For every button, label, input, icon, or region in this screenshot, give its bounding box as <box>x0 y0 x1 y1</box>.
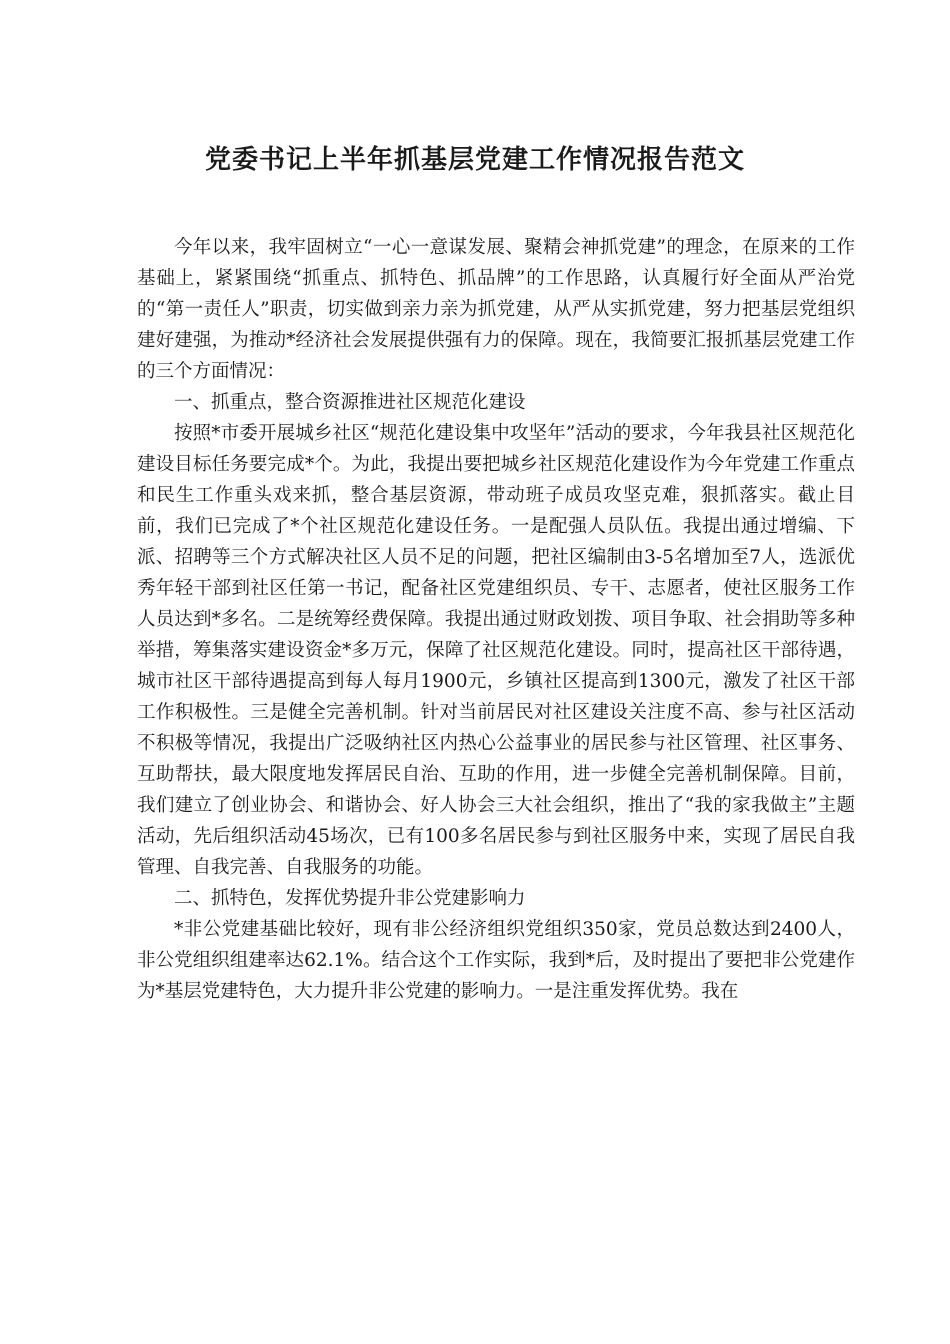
document-title: 党委书记上半年抓基层党建工作情况报告范文 <box>204 145 745 175</box>
body-paragraph-1: 按照*市委开展城乡社区“规范化建设集中攻坚年”活动的要求，今年我县社区规范化建设目标任务要完成*个。为此，我提出要把城乡社区规范化建设作为今年党建工作重点和民生工作重头戏来抓，整合基层资源，带动班子成员攻坚克难，狠抓落实。截止目前，我们已完成了*个社区规范化建设任务。一是配强人员队伍。我提出通过增编、下派、招聘等三个方式解决社区人员不足的问题，把社区编制由3-5名增加至7人，选派优秀年轻干部到社区任第一书记，配备社区党建组织员、专干、志愿者，使社区服务工作人员达到*多名。二是统筹经费保障。我提出通过财政划拨、项目争取、社会捐助等多种举措，筹集落实建设资金*多万元，保障了社区规范化建设。同时，提高社区干部待遇，城市社区干部待遇提高到每人每月1900元，乡镇社区提高到1300元，激发了社区干部工作积极性。三是健全完善机制。针对当前居民对社区建设关注度不高、参与社区活动不积极等情况，我提出广泛吸纳社区内热心公益事业的居民参与社区管理、社区事务、互助帮扶，最大限度地发挥居民自治、互助的作用，进一步健全完善机制保障。目前，我们建立了创业协会、和谐协会、好人协会三大社会组织，推出了“我的家我做主”主题活动，先后组织活动45场次，已有100多名居民参与到社区服务中来，实现了居民自我管理、自我完善、自我服务的功能。 <box>137 423 855 878</box>
section-heading-2: 二、抓特色，发挥优势提升非公党建影响力 <box>174 888 526 909</box>
document-body <box>137 232 855 1007</box>
intro-paragraph: 今年以来，我牢固树立“一心一意谋发展、聚精会神抓党建”的理念，在原来的工作基础上，紧紧围绕“抓重点、抓特色、抓品牌”的工作思路，认真履行好全面从严治党的“第一责任人”职责，切实做到亲力亲为抓党建，从严从实抓党建，努力把基层党组织建好建强，为推动*经济社会发展提供强有力的保障。现在，我简要汇报抓基层党建工作的三个方面情况： <box>137 237 855 382</box>
body-paragraph-2: *非公党建基础比较好，现有非公经济组织党组织350家，党员总数达到2400人，非公党组织组建率达62.1%。结合这个工作实际，我到*后，及时提出了要把非公党建作为*基层党建特色，大力提升非公党建的影响力。一是注重发挥优势。我在 <box>137 919 855 1002</box>
section-heading-1: 一、抓重点，整合资源推进社区规范化建设 <box>174 392 526 413</box>
